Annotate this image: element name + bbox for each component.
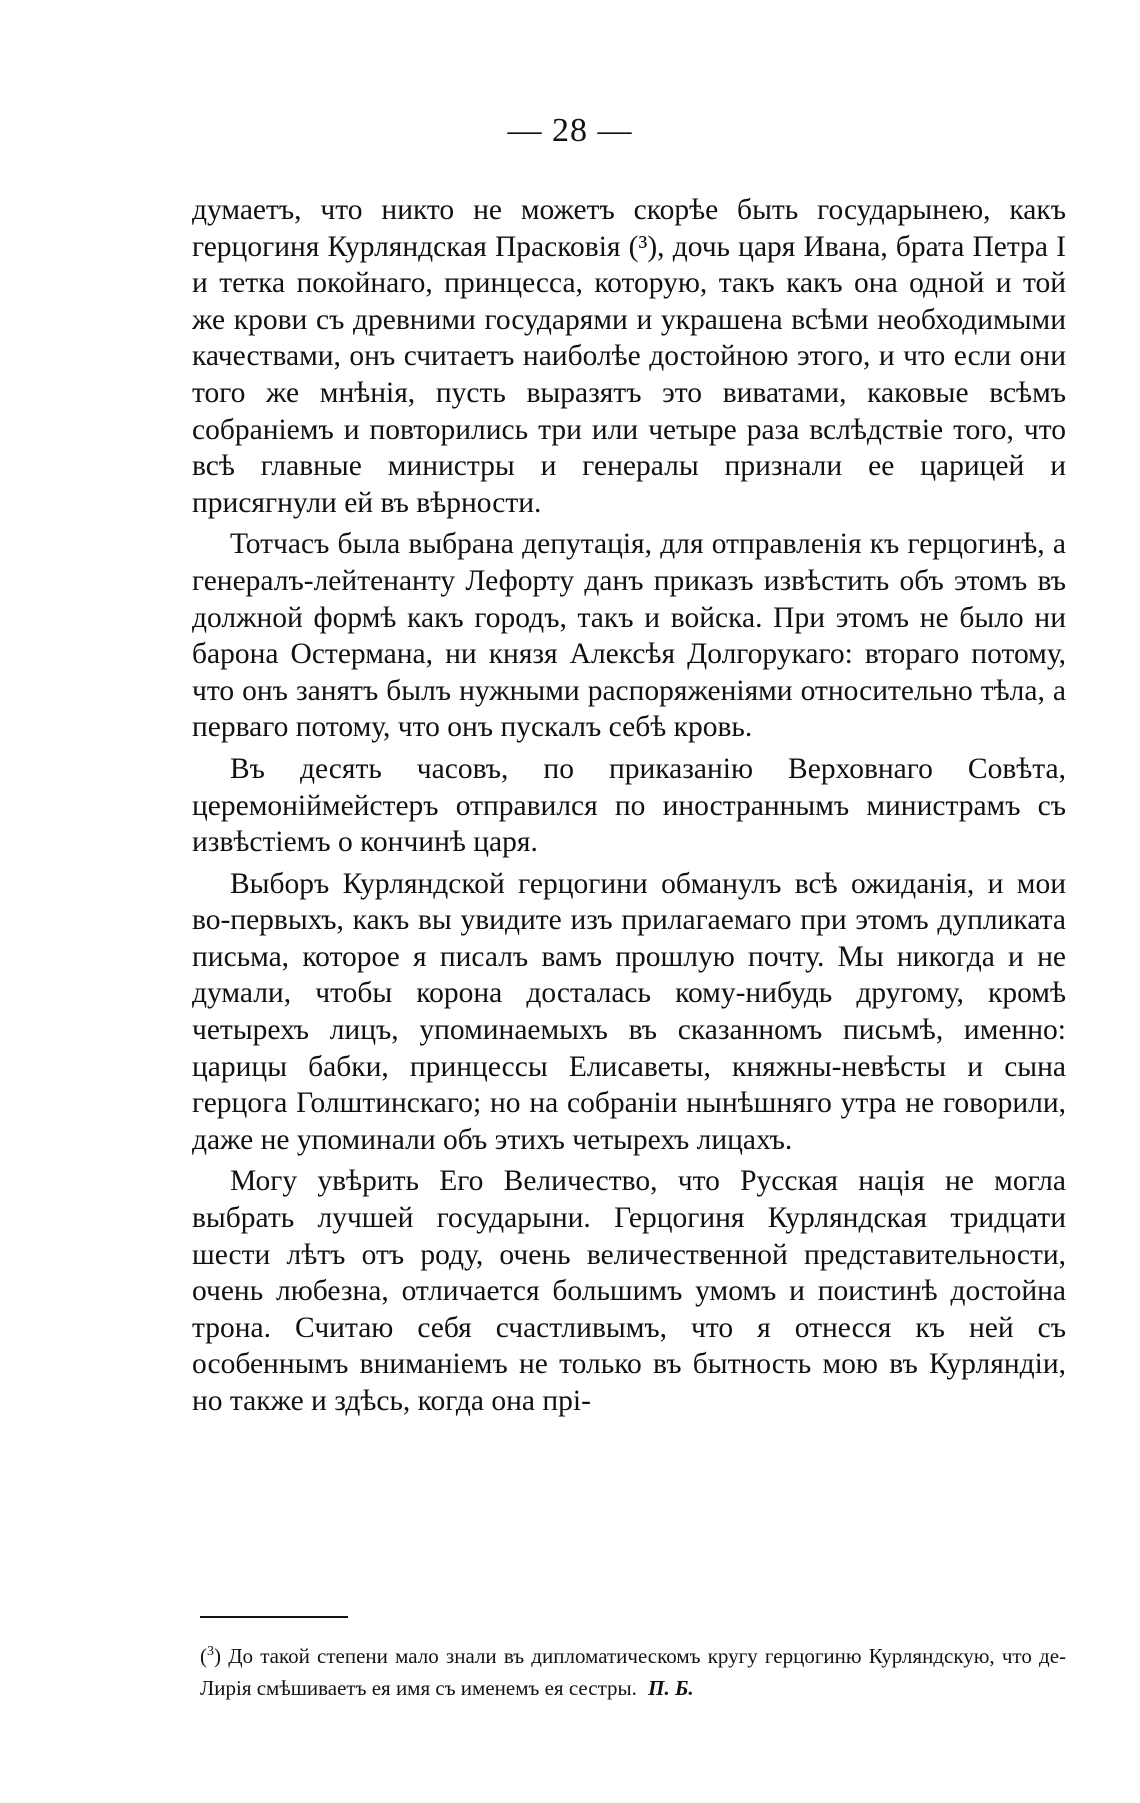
paragraph-5: Могу увѣрить Его Величество, что Русская нація не могла выбрать лучшей государыни. Герцогиня Курляндская тридцати шести лѣтъ отъ роду, очень величественной представительности, очень любезна, отличается большимъ умомъ и поистинѣ достойна трона. Считаю себя счастливымъ, что я отнесся къ ней съ особеннымъ вниманіемъ не только въ бытность мою въ Курляндіи, но также и здѣсь, когда она прі- xyxy=(192,1165,1066,1417)
paragraph-4: Выборъ Курляндской герцогини обманулъ всѣ ожиданія, и мои во-первыхъ, какъ вы увидите изъ прилагаемаго при этомъ дупликата письма, которое я писалъ вамъ прошлую почту. Мы никогда и не думали, чтобы корона досталась кому-нибудь другому, кромѣ четырехъ лицъ, упоминаемыхъ въ сказанномъ письмѣ, именно: царицы бабки, принцессы Елисаветы, княжны-невѣсты и сына герцога Голштинскаго; но на собраніи нынѣшняго утра не говорили, даже не упоминали объ этихъ четырехъ лицахъ. xyxy=(192,867,1066,1156)
paragraph-2: Тотчасъ была выбрана депутація, для отправленія къ герцогинѣ, а генералъ-лейтенанту Лефорту данъ приказъ извѣстить объ этомъ въ должной формѣ какъ городъ, такъ и войска. При этомъ не было ни барона Остермана, ни князя Алексѣя Долгорукаго: втораго потому, что онъ занятъ былъ нужными распоряженіями относительно тѣла, а перваго потому, что онъ пускалъ себѣ кровь. xyxy=(192,528,1066,744)
footnote-divider xyxy=(200,1616,348,1618)
footnote-marker-close: ) xyxy=(214,1644,221,1668)
paragraph-1: думаетъ, что никто не можетъ скорѣе быть государынею, какъ герцогиня Курляндская Прасковія (³), дочь царя Ивана, брата Петра I и тетка покойнаго, принцесса, которую, такъ какъ она одной и той же крови съ древними государями и украшена всѣми необходимыми качествами, онъ считаетъ наиболѣе достойною этого, и что если они того же мнѣнія, пусть выразятъ это виватами, каковые всѣмъ собраніемъ и повторились три или четыре раза вслѣдствіе того, что всѣ главные министры и генералы признали ее царицей и присягнули ей въ вѣрности. xyxy=(192,194,1066,519)
footnote-marker-open: ( xyxy=(200,1644,207,1668)
footnote-text: До такой степени мало знали въ дипломатическомъ кругу герцогиню Курляндскую, что де-Лирія смѣшиваетъ ея имя съ именемъ ея сестры. xyxy=(200,1644,1067,1700)
page-number: — 28 — xyxy=(507,112,633,149)
footnote-signature: П. Б. xyxy=(648,1676,694,1700)
body-text xyxy=(192,192,1066,1425)
paragraph-3: Въ десять часовъ, по приказанію Верховнаго Совѣта, церемоніймейстеръ отправился по иностраннымъ министрамъ съ извѣстіемъ о кончинѣ царя. xyxy=(192,752,1066,859)
footnote-marker: 3 xyxy=(207,1644,214,1659)
footnote xyxy=(200,1640,1066,1704)
